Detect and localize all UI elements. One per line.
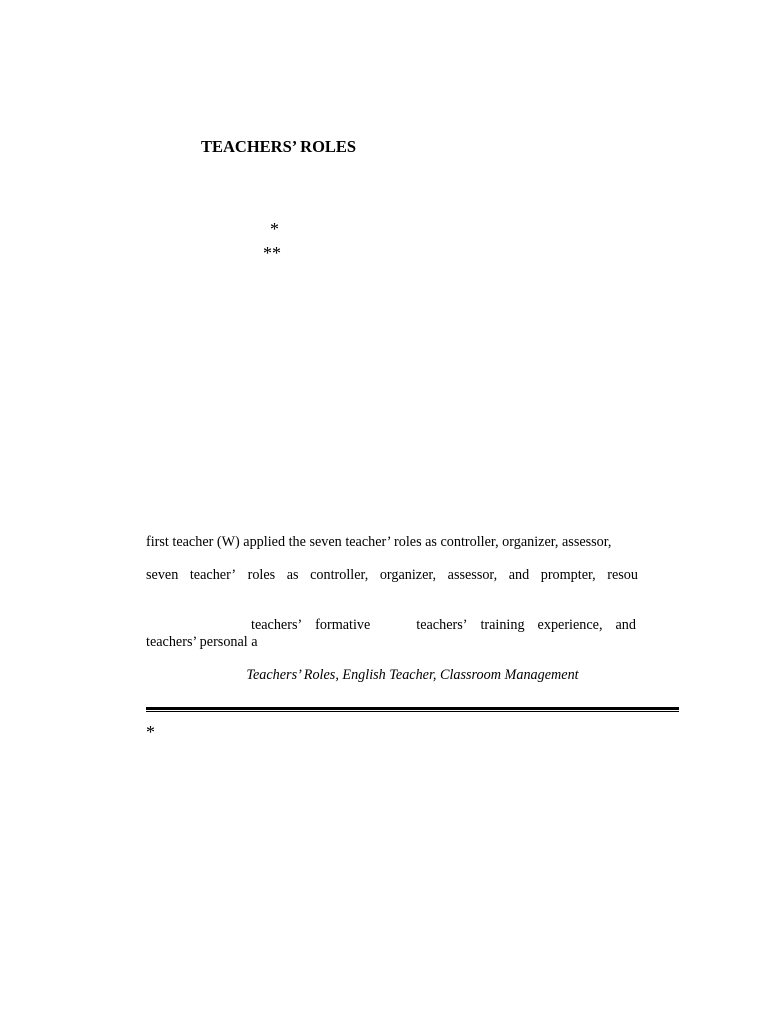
abstract-word: as — [286, 567, 299, 583]
abstract-word: training — [480, 617, 525, 633]
abstract-word: and — [508, 567, 530, 583]
abstract-word: formative — [315, 617, 371, 633]
author-affiliation-mark-1: * — [270, 219, 279, 239]
abstract-word: roles — [247, 567, 276, 583]
footnote-divider-thick — [146, 707, 679, 710]
footnote-divider-thin — [146, 711, 679, 712]
abstract-word: seven — [146, 567, 179, 583]
abstract-word: assessor, — [447, 567, 498, 583]
keywords: Teachers’ Roles, English Teacher, Classroom Management — [246, 667, 579, 683]
abstract-word: teacher’ — [189, 567, 237, 583]
abstract-word: prompter, — [540, 567, 596, 583]
abstract-word: teachers’ — [416, 617, 468, 633]
document-title: TEACHERS’ ROLES — [201, 137, 357, 156]
abstract-word: organizer, — [379, 567, 437, 583]
abstract-word: teachers’ — [251, 617, 303, 633]
abstract-gap — [383, 617, 403, 634]
abstract-word: controller, — [310, 567, 369, 583]
abstract-line-3 — [251, 617, 636, 634]
abstract-line-4: teachers’ personal a — [146, 634, 258, 650]
abstract-word: resou — [607, 567, 638, 583]
abstract-line-2 — [146, 567, 638, 584]
abstract-word: experience, — [537, 617, 603, 633]
abstract-line-1: first teacher (W) applied the seven teacher’ roles as controller, organizer, assessor, — [146, 534, 612, 550]
abstract-word: and — [615, 617, 636, 633]
author-affiliation-mark-2: ** — [263, 243, 281, 263]
footnote-mark: * — [146, 722, 155, 742]
